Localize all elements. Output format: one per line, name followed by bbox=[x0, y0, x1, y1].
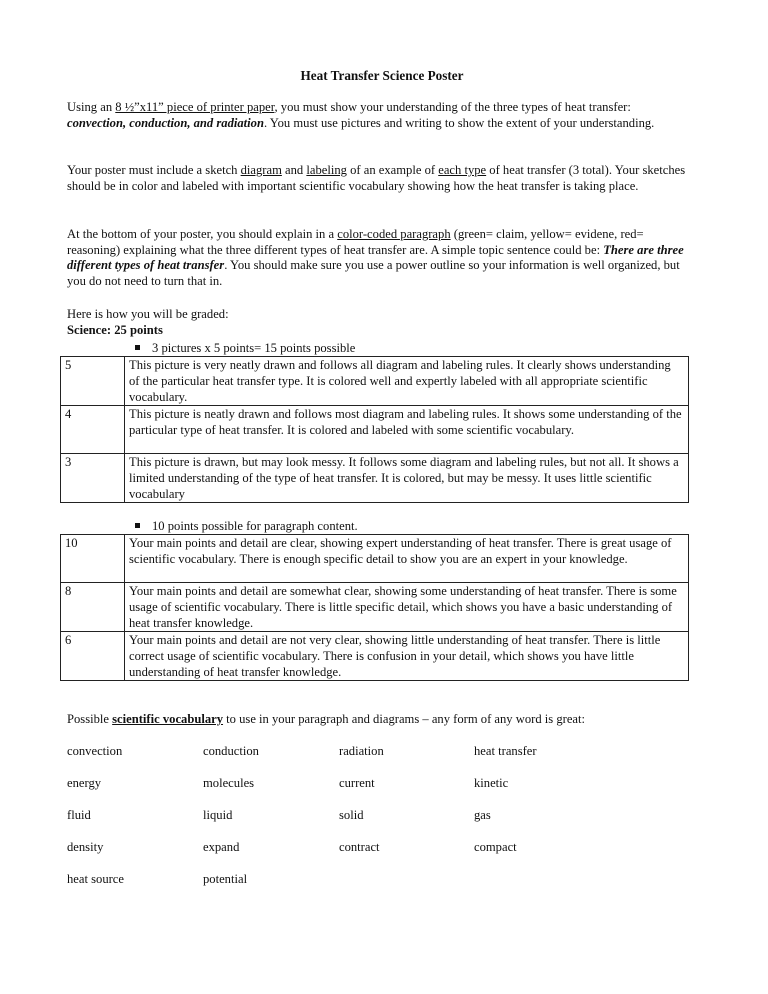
rubric-score: 10 bbox=[61, 535, 125, 583]
vocab-row bbox=[67, 840, 697, 858]
bullet-paragraph bbox=[135, 519, 358, 535]
paper-size-underlined: 8 ½”x11” piece of printer paper bbox=[115, 100, 275, 114]
rubric-description: This picture is neatly drawn and follows most diagram and labeling rules. It shows some understanding of the particular type of heat transfer. It is colored and labeled with some scientific vocabulary. bbox=[125, 406, 689, 454]
rubric-row bbox=[61, 583, 689, 632]
vocab-word: conduction bbox=[203, 744, 259, 758]
sketch-text-3: of an example of bbox=[346, 163, 439, 177]
rubric-score: 4 bbox=[61, 406, 125, 454]
rubric-score: 6 bbox=[61, 632, 125, 681]
sketch-paragraph bbox=[67, 163, 693, 194]
rubric-score: 5 bbox=[61, 357, 125, 406]
topic-sentence: There are three different types of heat transfer bbox=[67, 242, 684, 273]
rubric-description: Your main points and detail are not very clear, showing little understanding of heat transfer. There is little correct usage of scientific vocabulary. There is confusion in your detail, which shows you have little understanding of heat transfer knowledge. bbox=[125, 632, 689, 681]
diagram-underlined: diagram bbox=[240, 163, 282, 177]
rubric-score: 8 bbox=[61, 583, 125, 632]
science-heading: Science: 25 points bbox=[67, 323, 163, 337]
vocab-intro-text-1: Possible bbox=[67, 712, 113, 726]
rubric-row bbox=[61, 632, 689, 681]
rubric-description: Your main points and detail are somewhat clear, showing some understanding of heat transfer. There is some usage of scientific vocabulary. There is little specific detail, which shows you have a basic understanding of heat transfer knowledge. bbox=[125, 583, 689, 632]
vocab-row bbox=[67, 872, 697, 890]
vocab-word: convection bbox=[67, 744, 123, 758]
intro-text-1: Using an bbox=[67, 100, 116, 114]
each-type-underlined: each type bbox=[438, 163, 487, 177]
intro-text-3: . You must use pictures and writing to show the extent of your understanding. bbox=[263, 115, 655, 130]
vocab-word: heat transfer bbox=[474, 744, 537, 758]
rubric-score: 3 bbox=[61, 454, 125, 503]
bullet-paragraph-text: 10 points possible for paragraph content. bbox=[152, 519, 358, 533]
vocab-word: compact bbox=[474, 840, 517, 854]
page-title: Heat Transfer Science Poster bbox=[300, 68, 464, 83]
vocab-word: molecules bbox=[203, 776, 255, 790]
bottom-paragraph bbox=[67, 227, 693, 289]
paragraph-rubric-table bbox=[60, 534, 689, 681]
vocab-intro bbox=[67, 712, 693, 728]
vocab-word: contract bbox=[339, 840, 380, 854]
vocab-word: radiation bbox=[339, 744, 384, 758]
rubric-description: This picture is very neatly drawn and follows all diagram and labeling rules. It clearly shows understanding of the particular heat transfer type. It is colored well and expertly labeled with all appropriate scientific vocabulary. bbox=[125, 357, 689, 406]
vocab-word: gas bbox=[474, 808, 491, 822]
rubric-row bbox=[61, 357, 689, 406]
bottom-text-1: At the bottom of your poster, you should explain in a bbox=[67, 227, 338, 241]
bottom-text-2: (green= claim, yellow= evidene, red= reasoning) explaining what the three different types of heat transfer are. A simple topic sentence could be: bbox=[67, 227, 644, 257]
intro-text-2: , you must show your understanding of the three types of heat transfer: bbox=[274, 100, 631, 114]
rubric-row bbox=[61, 454, 689, 503]
rubric-description: Your main points and detail are clear, showing expert understanding of heat transfer. There is great usage of scientific vocabulary. There is enough specific detail to show you are an expert in your knowledge. bbox=[125, 535, 689, 583]
rubric-description: This picture is drawn, but may look messy. It follows some diagram and labeling rules, but not all. It shows a limited understanding of the type of heat transfer. It is colored, but may be messy. It uses little scientific vocabulary bbox=[125, 454, 689, 503]
bottom-text-3: . You should make sure you use a power outline so your information is well organized, but you do not need to turn that in. bbox=[67, 258, 680, 288]
heat-transfer-types: convection, conduction, and radiation bbox=[67, 115, 264, 130]
bullet-pictures bbox=[135, 341, 355, 357]
vocab-word: solid bbox=[339, 808, 364, 822]
vocab-word: potential bbox=[203, 872, 248, 886]
square-bullet-icon bbox=[135, 523, 140, 528]
bullet-pictures-text: 3 pictures x 5 points= 15 points possible bbox=[152, 341, 356, 355]
vocab-word: energy bbox=[67, 776, 102, 790]
vocab-row bbox=[67, 776, 697, 794]
graded-intro: Here is how you will be graded: bbox=[67, 307, 229, 321]
rubric-row bbox=[61, 535, 689, 583]
vocab-word: fluid bbox=[67, 808, 91, 822]
square-bullet-icon bbox=[135, 345, 140, 350]
sketch-text-2: and bbox=[281, 163, 307, 177]
vocab-intro-text-2: to use in your paragraph and diagrams – any form of any word is great: bbox=[223, 712, 585, 726]
vocab-word: kinetic bbox=[474, 776, 509, 790]
labeling-underlined: labeling bbox=[306, 163, 347, 177]
color-coded-underlined: color-coded paragraph bbox=[337, 227, 451, 241]
vocab-word: heat source bbox=[67, 872, 124, 886]
sketch-text-4: of heat transfer (3 total). Your sketches should be in color and labeled with important scientific vocabulary showing how the heat transfer is taking place. bbox=[67, 163, 686, 193]
vocab-row bbox=[67, 808, 697, 826]
vocab-word: density bbox=[67, 840, 104, 854]
rubric-row bbox=[61, 406, 689, 454]
picture-rubric-table bbox=[60, 356, 689, 503]
vocab-term-underlined: scientific vocabulary bbox=[112, 712, 224, 726]
intro-paragraph bbox=[67, 100, 693, 131]
vocab-word: current bbox=[339, 776, 375, 790]
vocab-word: expand bbox=[203, 840, 240, 854]
vocab-word: liquid bbox=[203, 808, 233, 822]
vocab-row bbox=[67, 744, 697, 762]
sketch-text-1: Your poster must include a sketch bbox=[67, 163, 241, 177]
